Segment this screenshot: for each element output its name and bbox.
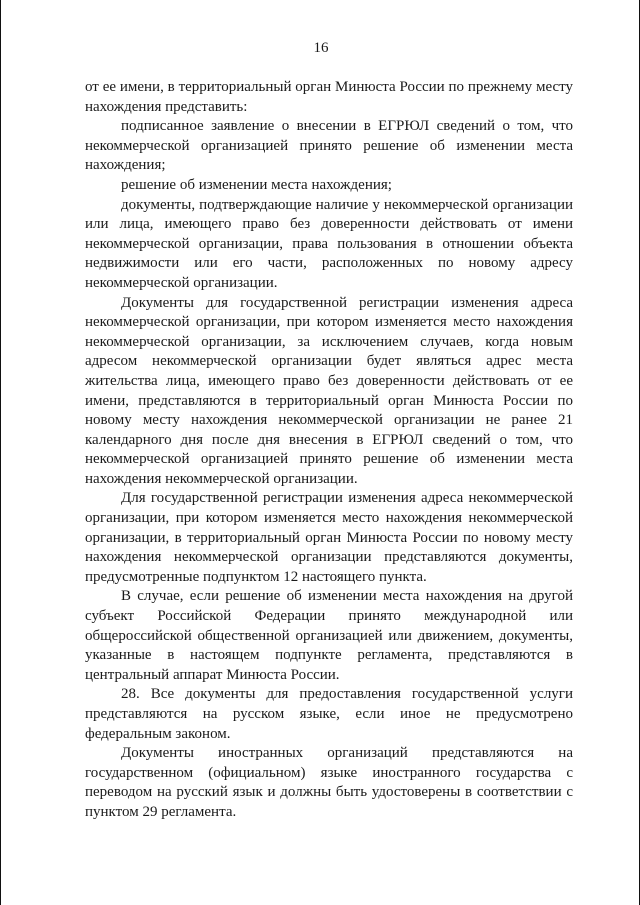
paragraph: В случае, если решение об изменении места нахождения на другой субъект Российской Федерации принято международной или общероссийской общественной организацией или движением, документы, указанные в настоящем подпункте регламента, представляются в центральный аппарат Минюста России. (85, 588, 573, 683)
paragraph: 28. Все документы для предоставления государственной услуги представляются на русском языке, если иное не предусмотрено федеральным законом. (85, 686, 573, 742)
paragraph: от ее имени, в территориальный орган Минюста России по прежнему месту нахождения представить: (85, 79, 573, 115)
paragraph: Документы иностранных организаций представляются на государственном (официальном) языке иностранного государства с переводом на русский язык и должны быть удостоверены в соответствии с пунктом 29 регламента. (85, 745, 573, 820)
paragraph: Документы для государственной регистрации изменения адреса некоммерческой организации, при котором изменяется место нахождения некоммерческой организации, за исключением случаев, когда новым адресом некоммерческой организации будет являться адрес места жительства лица, имеющего право без доверенности действовать от ее имени, представляются в территориальный орган Минюста России по новому месту нахождения некоммерческой организации не ранее 21 календарного дня после дня внесения в ЕГРЮЛ сведений о том, что некоммерческой организацией принято решение об изменении места нахождения некоммерческой организации. (85, 294, 573, 487)
paragraph: Для государственной регистрации изменения адреса некоммерческой организации, при котором изменяется место нахождения некоммерческой организации, в территориальный орган Минюста России по новому месту нахождения некоммерческой организации представляются документы, предусмотренные подпунктом 12 настоящего пункта. (85, 490, 573, 585)
page-number: 16 (313, 40, 329, 56)
paragraph: подписанное заявление о внесении в ЕГРЮЛ сведений о том, что некоммерческой организацией принято решение об изменении места нахождения; (85, 118, 573, 174)
body-text (85, 78, 573, 823)
paragraph: решение об изменении места нахождения; (121, 176, 392, 193)
paragraph: документы, подтверждающие наличие у некоммерческой организации или лица, имеющего право без доверенности действовать от имени некоммерческой организации, права пользования в отношении объекта недвижимости или его части, расположенных по новому адресу некоммерческой организации. (85, 196, 573, 291)
